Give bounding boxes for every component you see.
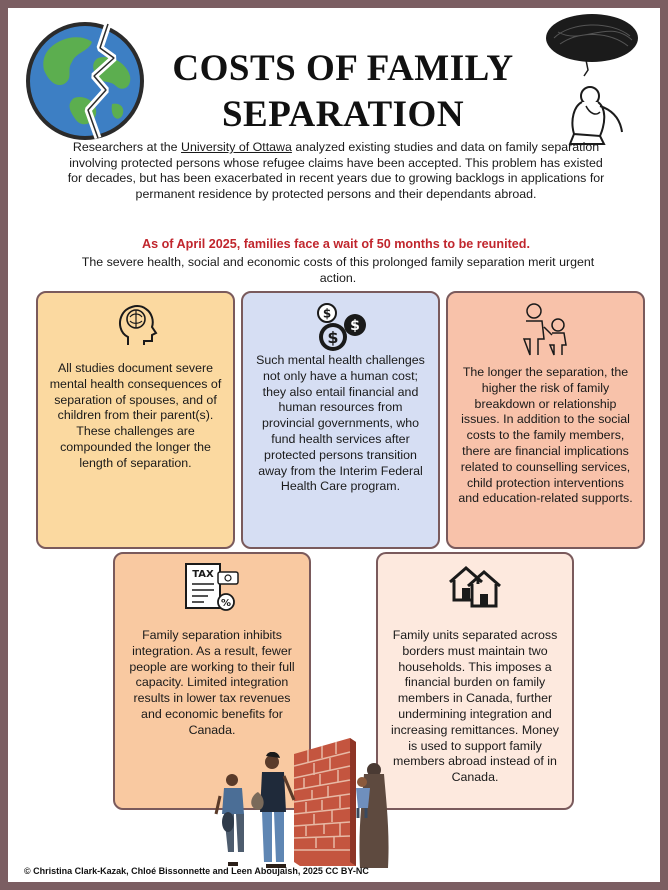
svg-text:%: %: [220, 598, 232, 609]
tax-label: TAX: [192, 569, 214, 580]
intro-text-before: Researchers at the: [72, 140, 182, 154]
brain-head-icon: [114, 301, 158, 349]
urgent-action-text: The severe health, social and economic costs of this prolonged family separation merit urgent action.: [81, 255, 595, 285]
family-people-icon: [516, 301, 576, 357]
page-title: [158, 46, 528, 138]
card-text: Such mental health challenges not only have a human cost; they also entail financial and human resources from provincial governments, who fund health services after protected persons transition away from the Interim Federal Health Care program.: [256, 353, 425, 494]
title-line-2: SEPARATION: [221, 94, 465, 135]
svg-text:$: $: [349, 318, 360, 334]
title-line-1: COSTS OF FAMILY: [172, 48, 514, 89]
university-link[interactable]: University of Ottawa: [181, 140, 292, 154]
intro-text-after: analyzed existing studies and data on family separation involving protected persons whose refugee claims have been accepted. This problem has existed for decades, but has been exacerbated in recent years due to growing backlogs in applications for permanent residence by protected persons and their dependants abroad.: [67, 140, 605, 201]
two-households-card: [376, 552, 574, 810]
cracked-globe-icon: [22, 18, 148, 144]
svg-text:$: $: [322, 306, 331, 321]
wait-time-alert: As of April 2025, families face a wait of 50 months to be reunited.: [142, 237, 530, 251]
card-text: The longer the separation, the higher the risk of family breakdown or relationship issues. In addition to the social costs to the family members, there are financial implications related to counselling services, child protection interventions and education-related supports.: [458, 365, 633, 506]
distressed-person-icon: [530, 10, 656, 150]
card-text: All studies document severe mental health consequences of separation of spouses, and of children from their parent(s). These challenges are compounded the longer the length of separation.: [49, 361, 222, 470]
copyright-footer: © Christina Clark-Kazak, Chloé Bissonnette and Leen Aboujaish, 2025 CC BY-NC: [24, 866, 369, 876]
family-breakdown-card: [446, 291, 645, 549]
poster: [8, 8, 660, 882]
dollar-coins-icon: [311, 301, 371, 353]
health-funding-card: [241, 291, 440, 549]
intro-paragraph: [66, 140, 606, 202]
card-text: Family separation inhibits integration. As a result, fewer people are working to their full capacity. Limited integration results in lower tax revenues and economic benefits for Canada.: [129, 628, 295, 737]
houses-icon: [446, 562, 504, 608]
mother-and-child-illustration: [348, 760, 398, 872]
tax-document-icon: [182, 562, 242, 614]
card-text: Family units separated across borders must maintain two households. This imposes a financial burden on family members in Canada, further undermining integration and increasing remittances. Money is used to support family members abroad instead of in Canada.: [390, 628, 560, 785]
father-and-son-illustration: [214, 752, 306, 872]
svg-text:$: $: [326, 328, 339, 347]
mental-health-card: [36, 291, 235, 549]
